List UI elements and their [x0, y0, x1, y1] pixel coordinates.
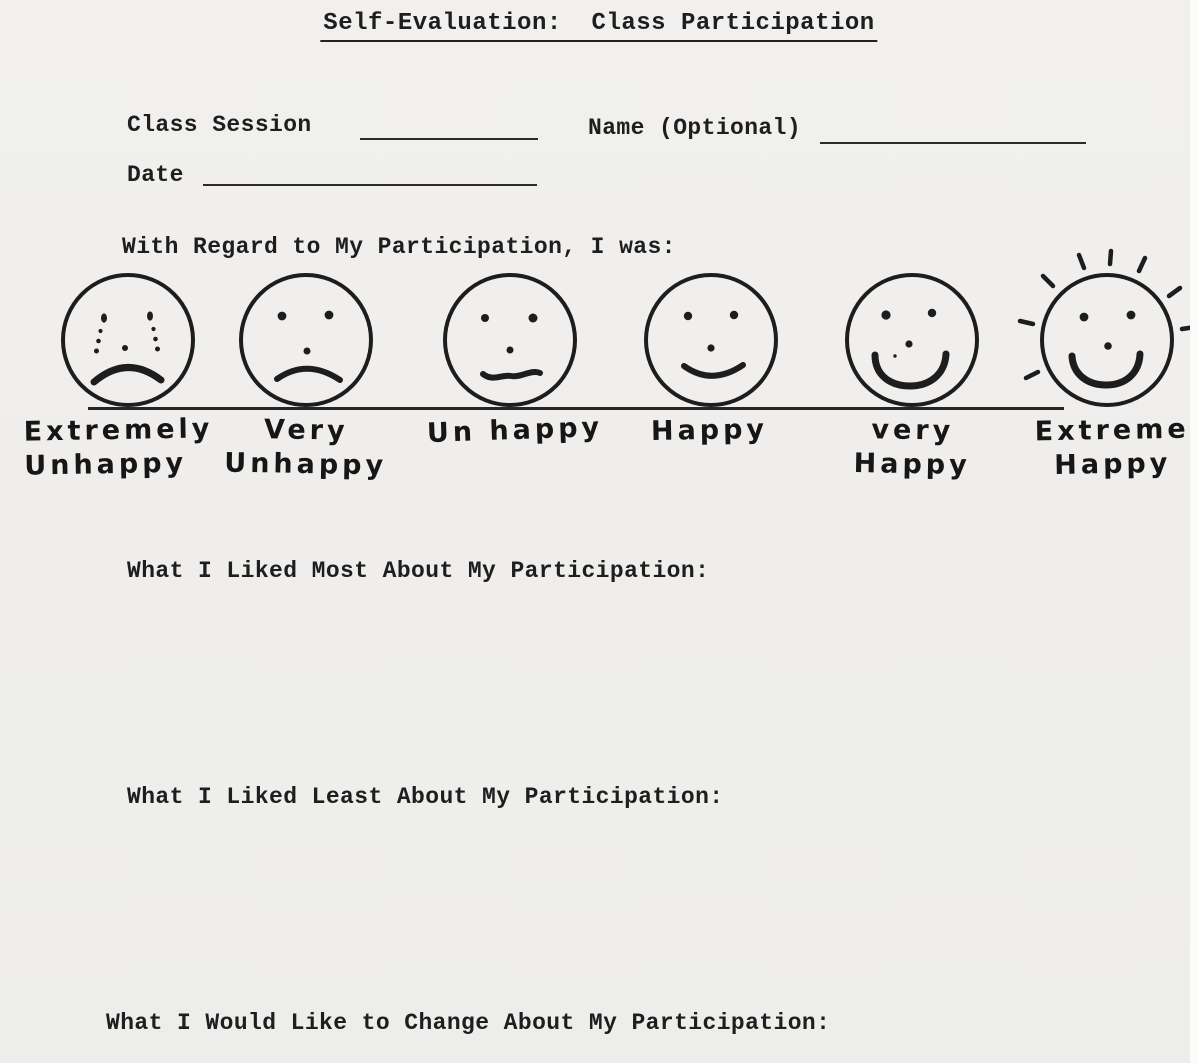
date-field[interactable]	[203, 166, 537, 186]
scale-option-unhappy[interactable]	[440, 270, 580, 410]
scan-edge	[1190, 0, 1198, 1063]
name-field[interactable]	[820, 124, 1086, 144]
scale-option-very-unhappy[interactable]	[236, 270, 376, 410]
scale-label-line: Happy	[853, 447, 972, 481]
scale-label-line: Very	[263, 414, 349, 447]
page-title: Self-Evaluation: Class Participation	[320, 10, 877, 42]
liked-least-heading: What I Liked Least About My Participation:	[127, 784, 724, 810]
scale-label-line: Unhappy	[24, 447, 188, 482]
scale-label-line: Extremely	[23, 413, 214, 448]
liked-most-heading: What I Liked Most About My Participation:	[127, 558, 710, 584]
class-session-field[interactable]	[360, 120, 538, 140]
liked-most-answer-area[interactable]	[110, 600, 1120, 770]
date-label: Date	[127, 162, 184, 188]
like-to-change-answer-area[interactable]	[110, 1042, 1120, 1060]
scale-label-line: Extreme	[1034, 413, 1190, 448]
scale-label-unhappy	[409, 410, 620, 451]
class-session-label: Class Session	[127, 112, 312, 138]
scale-prompt: With Regard to My Participation, I was:	[122, 234, 676, 260]
scale-label-line: Happy	[650, 413, 769, 448]
sad-face-icon	[236, 270, 376, 410]
name-label: Name (Optional)	[588, 115, 802, 141]
scale-option-extreme-happy[interactable]	[1037, 270, 1177, 410]
scale-label-extreme-happy	[1009, 412, 1198, 483]
scale-label-happy	[607, 412, 813, 449]
scale-label-line: very	[871, 414, 955, 447]
scale-option-happy[interactable]	[641, 270, 781, 410]
scale-option-extremely-unhappy[interactable]	[58, 270, 198, 410]
like-to-change-heading: What I Would Like to Change About My Participation:	[106, 1010, 831, 1036]
crying-sad-face-icon	[58, 270, 198, 410]
scale-label-extremely-unhappy	[1, 412, 227, 483]
liked-least-answer-area[interactable]	[110, 826, 1120, 991]
slight-frown-face-icon	[440, 270, 580, 410]
scale-option-very-happy[interactable]	[842, 270, 982, 410]
scale-label-line: Happy	[1053, 447, 1172, 481]
sun-rays-smile-face-icon	[1037, 270, 1177, 410]
scale-label-line: Unhappy	[224, 447, 388, 482]
big-smile-face-icon	[842, 270, 982, 410]
scale-label-line: Un happy	[426, 411, 604, 450]
scale-label-very-happy	[809, 412, 1015, 483]
slight-smile-face-icon	[641, 270, 781, 410]
scale-label-very-unhappy	[205, 412, 406, 483]
